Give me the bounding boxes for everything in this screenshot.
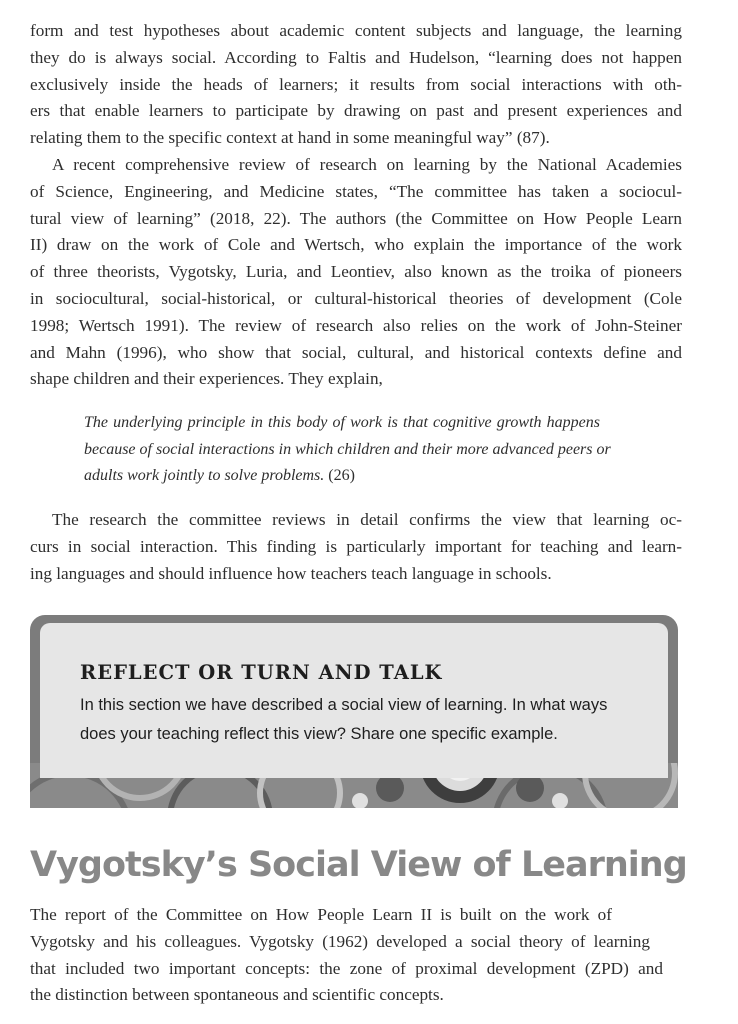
text-line: that included two important concepts: the zone of proximal development (ZPD) and — [30, 958, 663, 978]
text-line: the distinction between spontaneous and scientific concepts. — [30, 985, 444, 1005]
text-line: form and test hypotheses about academic content subjects and language, the learning — [30, 21, 682, 40]
quote-citation: (26) — [328, 467, 355, 484]
callout-title: REFLECT OR TURN AND TALK — [80, 661, 443, 684]
block-quote — [84, 410, 624, 490]
callout-line: does your teaching reflect this view? Share one specific example. — [80, 725, 558, 743]
text-line: 1998; Wertsch 1991). The review of research also relies on the work of John-Steiner — [30, 315, 682, 335]
text-line: Vygotsky and his colleagues. Vygotsky (1962) developed a social theory of learning — [30, 931, 650, 951]
text-line: The research the committee reviews in detail confirms the view that learning oc- — [52, 510, 682, 529]
text-line: they do is always social. According to Faltis and Hudelson, “learning does not happen — [30, 47, 682, 67]
text-line: tural view of learning” (2018, 22). The authors (the Committee on How People Learn — [30, 208, 682, 228]
quote-line: The underlying principle in this body of work is that cognitive growth happens — [84, 414, 600, 431]
paragraph-continuation — [30, 18, 682, 152]
text-line: shape children and their experiences. They explain, — [30, 369, 383, 389]
text-line: relating them to the specific context at hand in some meaningful way” (87). — [30, 128, 550, 148]
text-line: exclusively inside the heads of learners; it results from social interactions with oth- — [30, 74, 682, 94]
text-line: of three theorists, Vygotsky, Luria, and Leontiev, also known as the troika of pioneers — [30, 262, 682, 282]
text-line: A recent comprehensive review of research on learning by the National Academies — [52, 155, 682, 174]
paragraph-vygotsky — [30, 902, 682, 1009]
callout-text — [80, 691, 640, 749]
quote-line: because of social interactions in which children and their more advanced peers or — [84, 440, 611, 458]
section-heading: Vygotsky’s Social View of Learning — [30, 845, 687, 885]
text-line: of Science, Engineering, and Medicine states, “The committee has taken a sociocul- — [30, 181, 682, 201]
text-line: and Mahn (1996), who show that social, cultural, and historical contexts define and — [30, 342, 682, 362]
paragraph-national-academies — [30, 152, 682, 393]
reflect-callout-box — [30, 615, 678, 808]
callout-panel — [40, 623, 668, 778]
text-line: curs in social interaction. This finding is particularly important for teaching and learn- — [30, 536, 682, 556]
quote-line: adults work jointly to solve problems. — [84, 467, 325, 484]
text-line: in sociocultural, social-historical, or cultural-historical theories of development (Cole — [30, 288, 682, 308]
text-line: The report of the Committee on How People Learn II is built on the work of — [30, 905, 612, 924]
text-line: ers that enable learners to participate by drawing on past and present experiences and — [30, 101, 682, 121]
paragraph-research — [30, 507, 682, 587]
text-line: II) draw on the work of Cole and Wertsch, who explain the importance of the work — [30, 235, 682, 255]
text-line: ing languages and should influence how teachers teach language in schools. — [30, 563, 552, 583]
callout-line: In this section we have described a social view of learning. In what ways — [80, 696, 608, 714]
